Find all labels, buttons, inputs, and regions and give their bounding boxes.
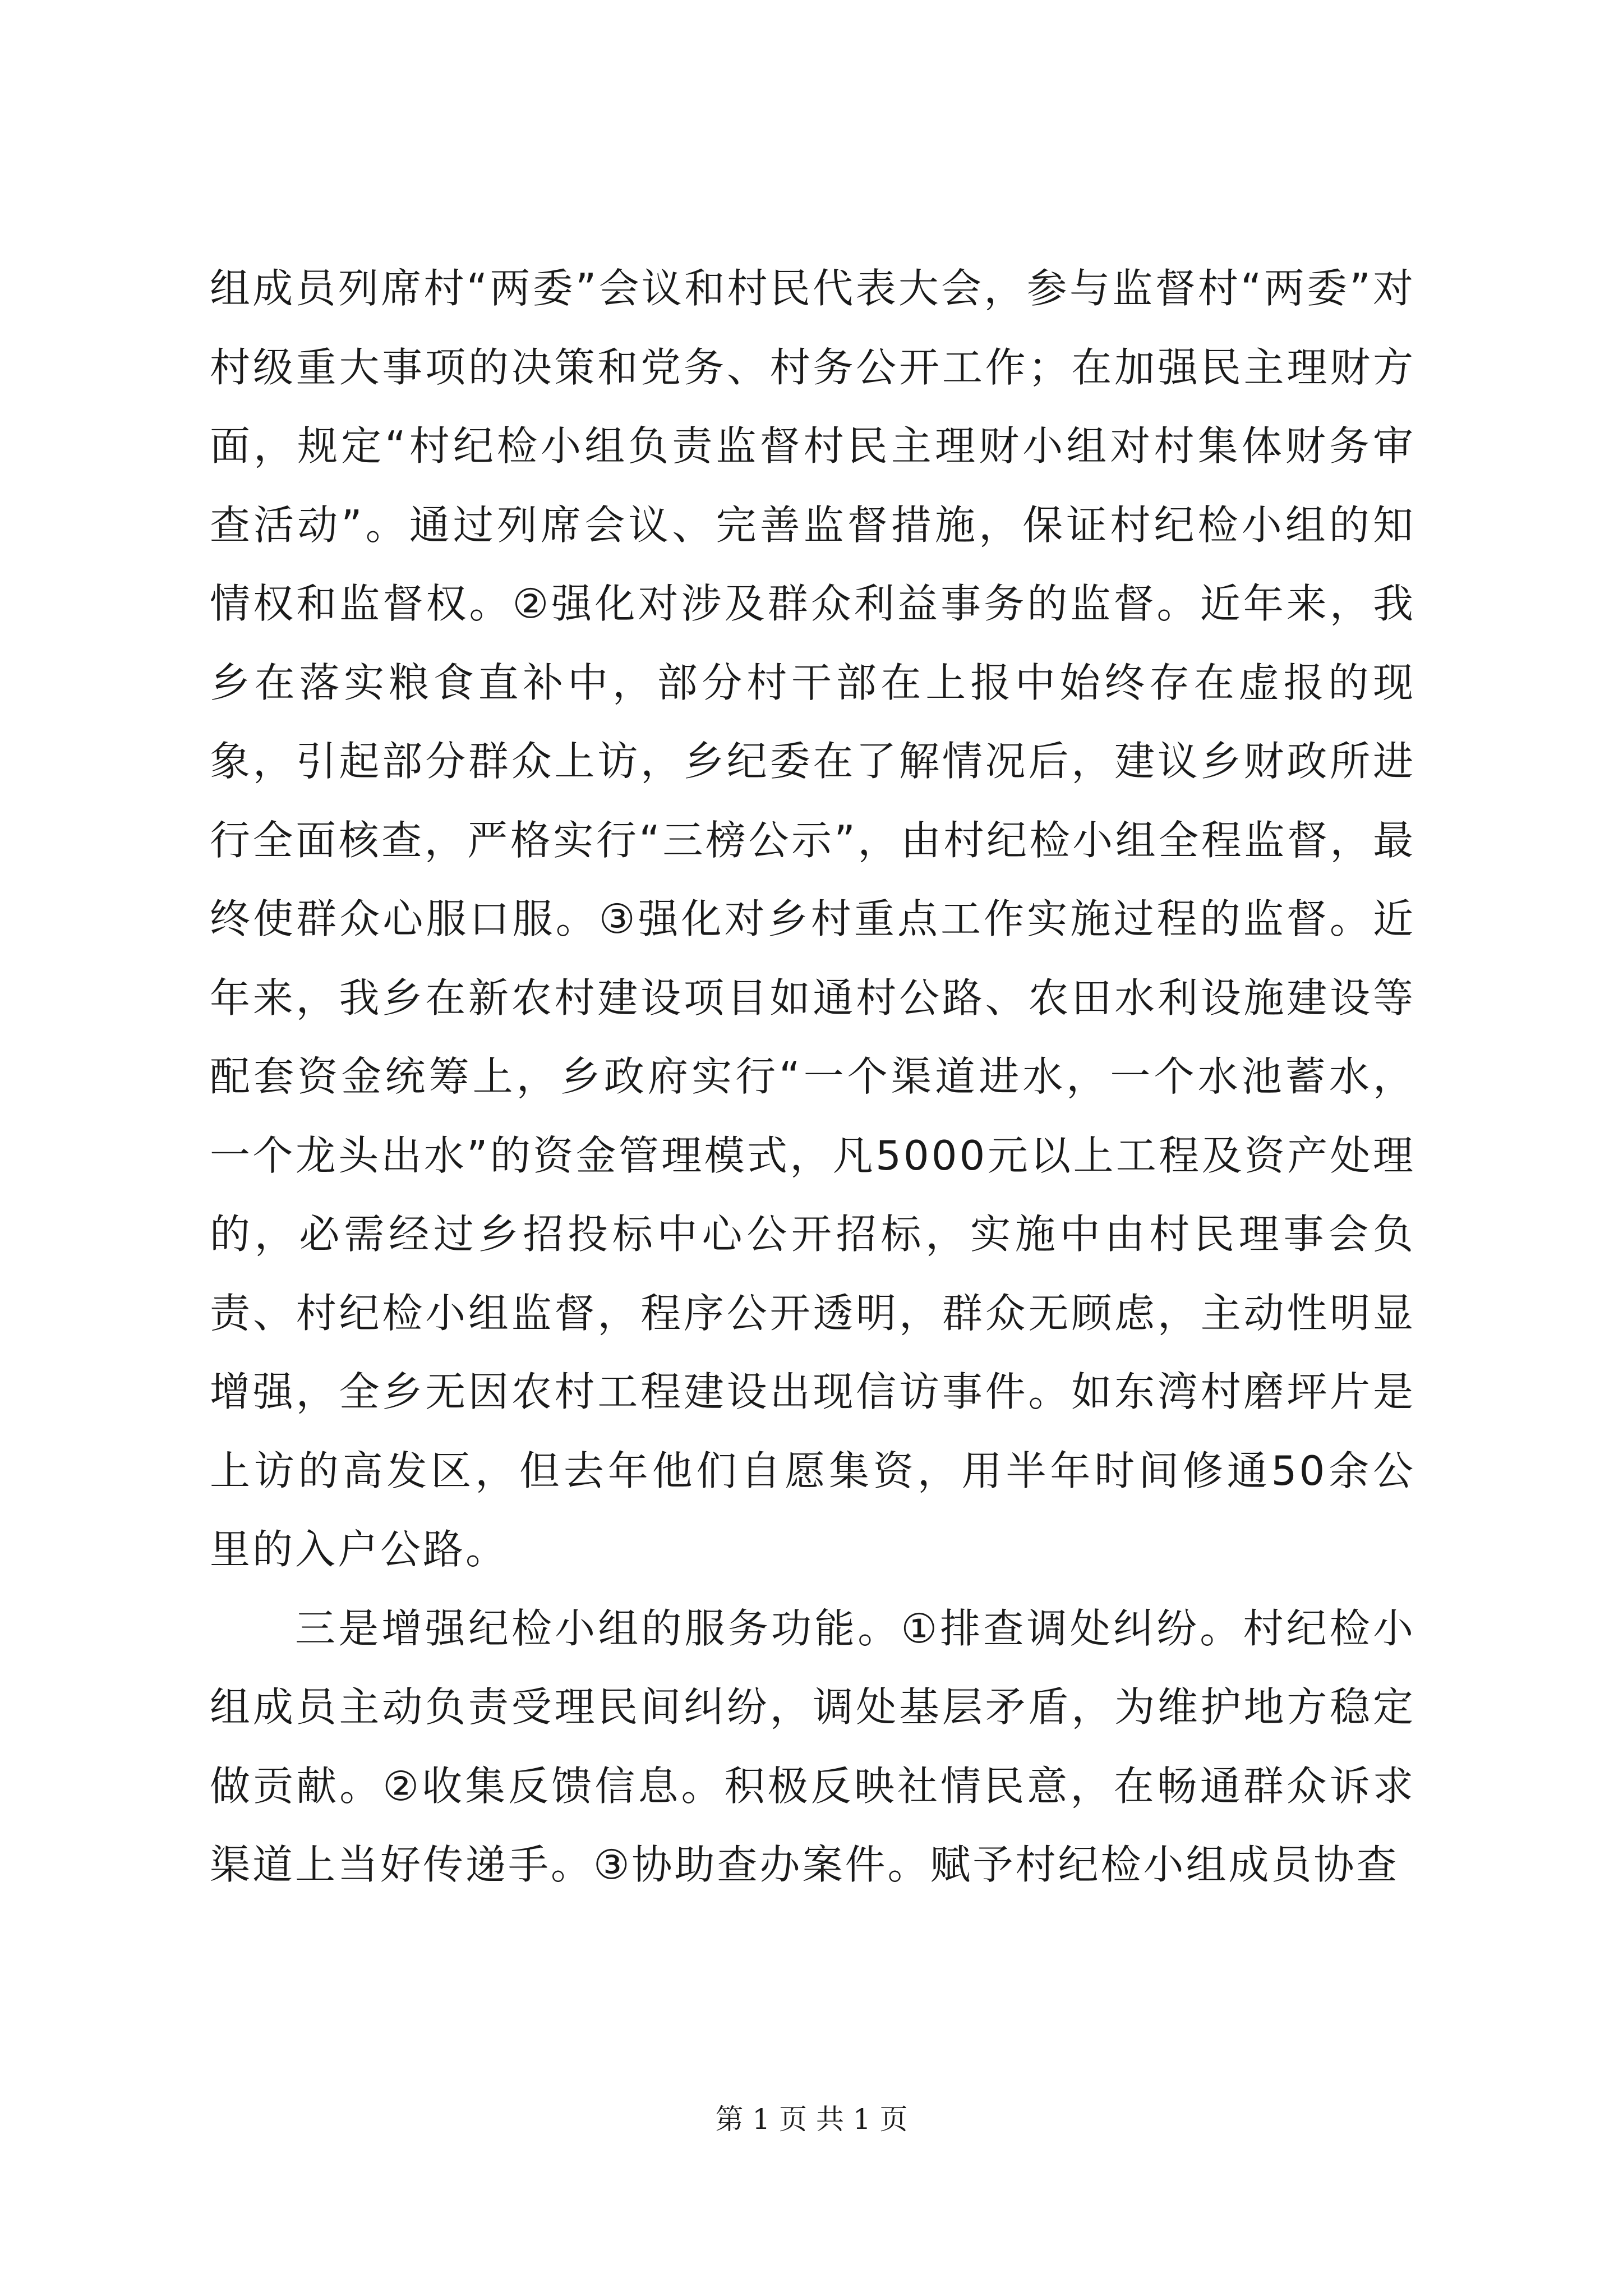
paragraph-1: 组成员列席村“两委”会议和村民代表大会，参与监督村“两委”对村级重大事项的决策和党务、村务公开工作；在加强民主理财方面，规定“村纪检小组负责监督村民主理财小组对村集体财务审查活动”。通过列席会议、完善监督措施，保证村纪检小组的知情权和监督权。②强化对涉及群众利益事务的监督。近年来，我乡在落实粮食直补中，部分村干部在上报中始终存在虚报的现象，引起部分群众上访，乡纪委在了解情况后，建议乡财政所进行全面核查，严格实行“三榜公示”，由村纪检小组全程监督，最终使群众心服口服。③强化对乡村重点工作实施过程的监督。近年来，我乡在新农村建设项目如通村公路、农田水利设施建设等配套资金统筹上，乡政府实行“一个渠道进水，一个水池蓄水，一个龙头出水”的资金管理模式，凡5000元以上工程及资产处理的，必需经过乡招投标中心公开招标，实施中由村民理事会负责、村纪检小组监督，程序公开透明，群众无顾虑，主动性明显增强，全乡无因农村工程建设出现信访事件。如东湾村磨坪片是上访的高发区，但去年他们自愿集资，用半年时间修通50余公里的入户公路。 [210,265,1415,1573]
paragraph-2: 三是增强纪检小组的服务功能。①排查调处纠纷。村纪检小组成员主动负责受理民间纠纷，调处基层矛盾，为维护地方稳定做贡献。②收集反馈信息。积极反映社情民意，在畅通群众诉求渠道上当好传递手。③协助查办案件。赋予村纪检小组成员协查 [210,1604,1415,1888]
document-body [210,249,1415,1904]
page-footer: 第 1 页 共 1 页 [715,2103,908,2136]
